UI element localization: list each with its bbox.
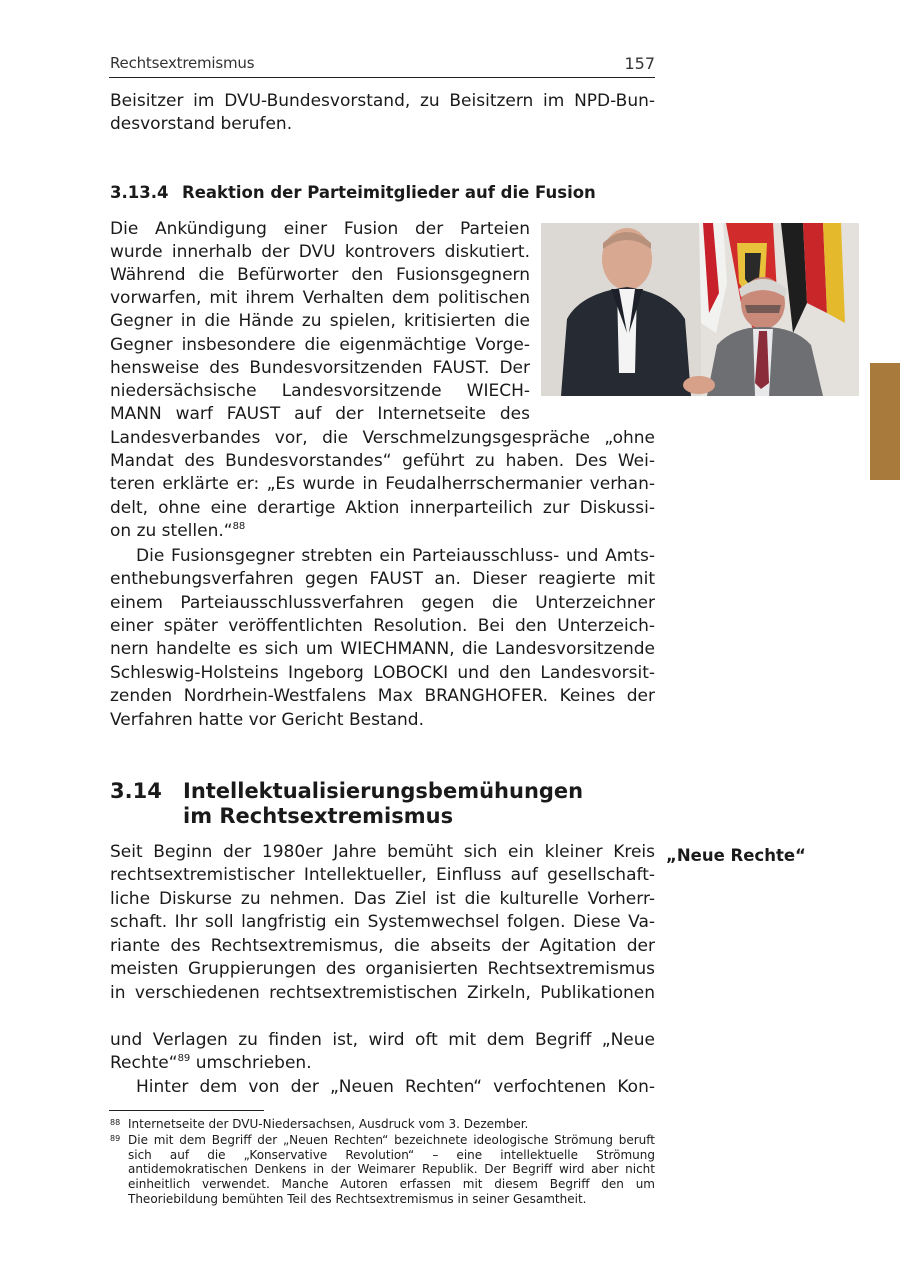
body-line: Gegner in die Hände zu spielen, kritisierten die bbox=[110, 311, 530, 331]
body-line: vorwarfen, mit ihrem Verhalten dem politischen bbox=[110, 288, 530, 308]
body-line: delt, ohne eine derartige Aktion innerparteilich zur Diskussi- bbox=[110, 498, 655, 518]
body-line: Seit Beginn der 1980er Jahre bemüht sich ein kleiner Kreis bbox=[110, 842, 655, 862]
body-line: schaft. Ihr soll langfristig ein Systemwechsel folgen. Diese Va- bbox=[110, 912, 655, 932]
body-line: teren erklärte er: „Es wurde in Feudalherrschermanier verhan- bbox=[110, 474, 655, 494]
body-line: einem Parteiausschlussverfahren gegen die Unterzeichner bbox=[110, 593, 655, 613]
footnote-text: Internetseite der DVU-Niedersachsen, Ausdruck vom 3. Dezember. bbox=[128, 1117, 529, 1131]
photo-illustration bbox=[541, 223, 859, 396]
body-line: Schleswig-Holsteins Ingeborg LOBOCKI und den Landesvorsit- bbox=[110, 663, 655, 683]
body-text: on zu stellen.“ bbox=[110, 521, 233, 541]
body-line: niedersächsische Landesvorsitzende WIECH- bbox=[110, 381, 530, 401]
body-line: desvorstand berufen. bbox=[110, 114, 293, 134]
margin-note: „Neue Rechte“ bbox=[666, 846, 806, 865]
body-line: einer später veröffentlichten Resolution. Bei den Unterzeich- bbox=[110, 616, 655, 636]
section-number: 3.13.4 bbox=[110, 183, 169, 202]
body-line: Verfahren hatte vor Gericht Bestand. bbox=[110, 710, 424, 730]
chapter-tab-marker bbox=[870, 363, 900, 480]
header-rule bbox=[109, 77, 655, 78]
section-heading-3-14 bbox=[183, 779, 583, 829]
body-line: Hinter dem von der „Neuen Rechten“ verfochtenen Kon- bbox=[136, 1077, 655, 1097]
body-line: in verschiedenen rechtsextremistischen Zirkeln, Publikationen bbox=[110, 983, 655, 1003]
body-line bbox=[110, 1052, 312, 1075]
body-line: MANN warf FAUST auf der Internetseite des bbox=[110, 404, 530, 424]
footnote-text: Die mit dem Begriff der „Neuen Rechten“ bezeichnete ideologische Strömung beruft sich auf die „Konservative Revolution“ – eine intellektuelle Strömung antidemokratischen Denkens in der Weimarer Republik. Der Begriff wird aber nicht einheitlich verwendet. Manche Autoren erfassen mit diesem Begriff den um Theoriebildung bemühten Teil des Rechtsextremismus in seiner Gesamtheit. bbox=[128, 1133, 655, 1206]
body-line: wurde innerhalb der DVU kontrovers diskutiert. bbox=[110, 242, 530, 262]
page-number: 157 bbox=[624, 54, 655, 73]
section-number-3-14: 3.14 bbox=[110, 779, 162, 803]
footnote-ref-88: 88 bbox=[232, 521, 246, 532]
body-line: Während die Befürworter den Fusionsgegnern bbox=[110, 265, 530, 285]
footnote-number: 89 bbox=[110, 1134, 121, 1143]
footnote-number: 88 bbox=[110, 1118, 121, 1127]
body-text: Rechte“ bbox=[110, 1053, 178, 1073]
body-line: meisten Gruppierungen des organisierten Rechtsextremismus bbox=[110, 959, 655, 979]
body-line bbox=[110, 520, 245, 543]
footnote-rule bbox=[109, 1110, 264, 1111]
body-line: Mandat des Bundesvorstandes“ geführt zu haben. Des Wei- bbox=[110, 451, 655, 471]
body-line: und Verlagen zu finden ist, wird oft mit dem Begriff „Neue bbox=[110, 1030, 655, 1050]
body-line: enthebungsverfahren gegen FAUST an. Dieser reagierte mit bbox=[110, 569, 655, 589]
running-title: Rechtsextremismus bbox=[110, 54, 255, 72]
section-title-line: im Rechtsextremismus bbox=[183, 804, 454, 828]
section-title: Reaktion der Parteimitglieder auf die Fusion bbox=[182, 183, 596, 202]
handshake-photo bbox=[541, 223, 859, 396]
section-heading-3-13-4 bbox=[110, 183, 596, 202]
body-line: liche Diskurse zu nehmen. Das Ziel ist die kulturelle Vorherr- bbox=[110, 889, 655, 909]
body-text: umschrieben. bbox=[190, 1053, 312, 1073]
body-line: zenden Nordrhein-Westfalens Max BRANGHOFER. Keines der bbox=[110, 686, 655, 706]
body-line: rechtsextremistischer Intellektueller, Einfluss auf gesellschaft- bbox=[110, 865, 655, 885]
footnote-88 bbox=[110, 1117, 655, 1132]
body-line: Gegner insbesondere die eigenmächtige Vorge- bbox=[110, 335, 530, 355]
section-title-line: Intellektualisierungsbemühungen bbox=[183, 779, 584, 803]
body-line: Landesverbandes vor, die Verschmelzungsgespräche „ohne bbox=[110, 428, 655, 448]
body-line: nern handelte es sich um WIECHMANN, die Landesvorsitzende bbox=[110, 639, 655, 659]
body-line: Die Ankündigung einer Fusion der Parteien bbox=[110, 219, 530, 239]
footnote-89 bbox=[110, 1133, 655, 1207]
body-line: hensweise des Bundesvorsitzenden FAUST. Der bbox=[110, 358, 530, 378]
body-line: riante des Rechtsextremismus, die abseits der Agitation der bbox=[110, 936, 655, 956]
footnote-ref-89: 89 bbox=[177, 1053, 191, 1064]
body-line: Die Fusionsgegner strebten ein Parteiausschluss- und Amts- bbox=[136, 546, 655, 566]
body-line: Beisitzer im DVU-Bundesvorstand, zu Beisitzern im NPD-Bun- bbox=[110, 91, 655, 111]
